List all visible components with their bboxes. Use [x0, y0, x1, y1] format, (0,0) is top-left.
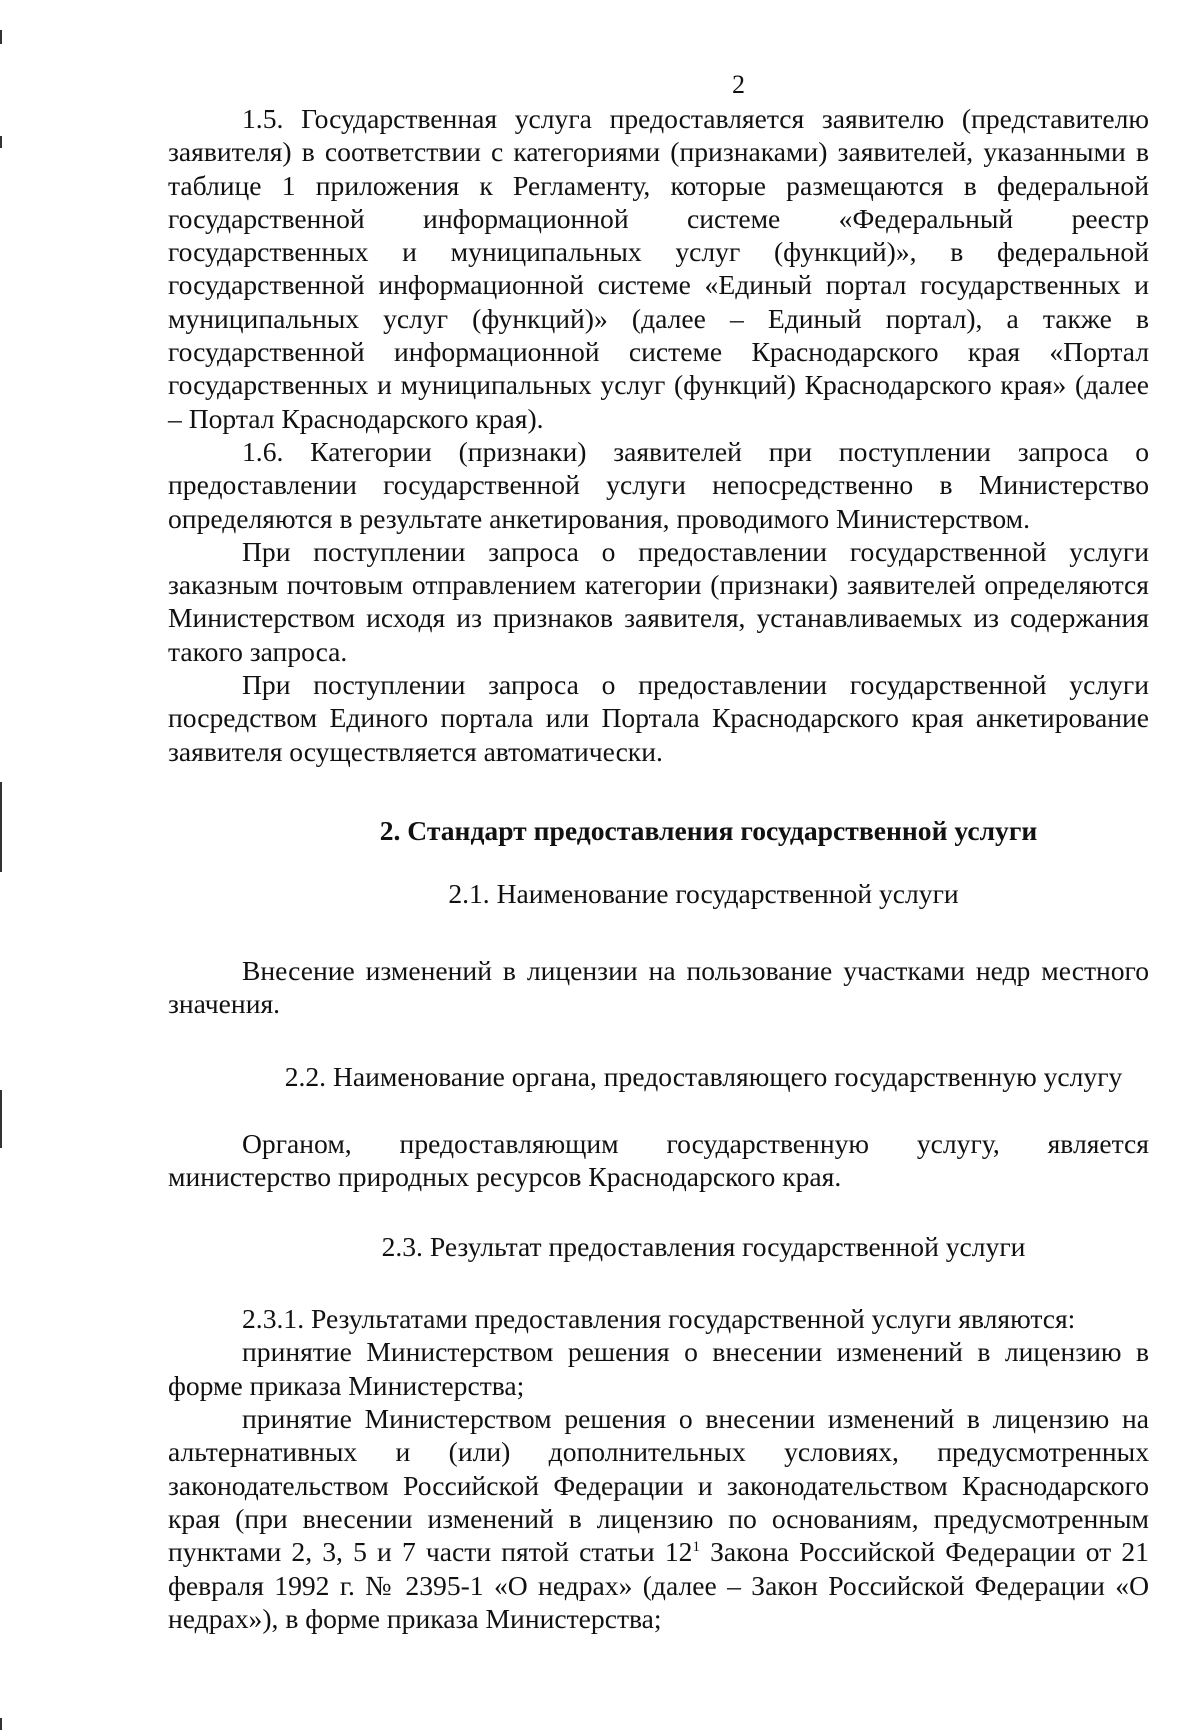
- scan-mark: [0, 1090, 2, 1148]
- paragraph-text-before: принятие Министерством решения о внесении изменений в лицензию на альтернативных и (или) дополнительных условиях, предусмотренных законодательством Российской Федерации и законодательством Краснодарского края (при внесении изменений в лицензию по основаниям, предусмотренным пунктами 2, 3, 5 и 7 части пятой статьи 12: [168, 1403, 1149, 1568]
- paragraph-result-order: принятие Министерством решения о внесении изменений в лицензию в форме приказа Министерства;: [168, 1336, 1149, 1401]
- subsection-2-2-title: 2.2. Наименование органа, предоставляющего государственную услугу: [284, 1060, 1123, 1092]
- subsection-2-1-title: 2.1. Наименование государственной услуги: [448, 877, 959, 909]
- paragraph-mail-request: При поступлении запроса о предоставлении государственной услуги заказным почтовым отправлением категории (признаки) заявителей определяются Министерством исходя из признаков заявителя, устанавливаемых из содержания такого запроса.: [168, 535, 1149, 667]
- subsection-2-3-title: 2.3. Результат предоставления государственной услуги: [381, 1231, 1026, 1263]
- paragraph-portal-request: При поступлении запроса о предоставлении государственной услуги посредством Единого портала или Портала Краснодарского края анкетирование заявителя осуществляется автоматически.: [168, 669, 1149, 767]
- section-2-title: 2. Стандарт предоставления государственной услуги: [379, 814, 1038, 846]
- paragraph-text-after: Закона Российской Федерации от 21 февраля 1992 г. № 2395-1 «О недрах» (далее – Закон Российской Федерации «О недрах»), в форме приказа Министерства;: [168, 1536, 1149, 1634]
- paragraph-1-5: 1.5. Государственная услуга предоставляется заявителю (представителю заявителя) в соответствии с категориями (признаками) заявителей, указанными в таблице 1 приложения к Регламенту, которые размещаются в федеральной государственной информационной системе «Федеральный реестр государственных и муниципальных услуг (функций)», в федеральной государственной информационной системе «Единый портал государственных и муниципальных услуг (функций)» (далее – Единый портал), а также в государственной информационной системе Краснодарского края «Портал государственных и муниципальных услуг (функций) Краснодарского края» (далее – Портал Краснодарского края).: [168, 103, 1149, 434]
- page-number: 2: [732, 70, 745, 99]
- scan-mark: [0, 1718, 2, 1730]
- paragraph-result-alternative: [168, 1402, 1149, 1635]
- scan-mark: [0, 782, 2, 872]
- scan-mark: [0, 136, 2, 148]
- paragraph-2-3-1: 2.3.1. Результатами предоставления государственной услуги являются:: [242, 1303, 1076, 1335]
- paragraph-1-6: 1.6. Категории (признаки) заявителей при поступлении запроса о предоставлении государственной услуги непосредственно в Министерство определяются в результате анкетирования, проводимого Министерством.: [168, 435, 1149, 534]
- scan-mark: [0, 30, 2, 44]
- document-page: [168, 70, 1149, 1635]
- subsection-2-2-text: Органом, предоставляющим государственную услугу, является министерство природных ресурсов Краснодарского края.: [168, 1127, 1149, 1192]
- subsection-2-1-text: Внесение изменений в лицензии на пользование участками недр местного значения.: [168, 954, 1149, 1020]
- superscript: 1: [692, 1539, 700, 1556]
